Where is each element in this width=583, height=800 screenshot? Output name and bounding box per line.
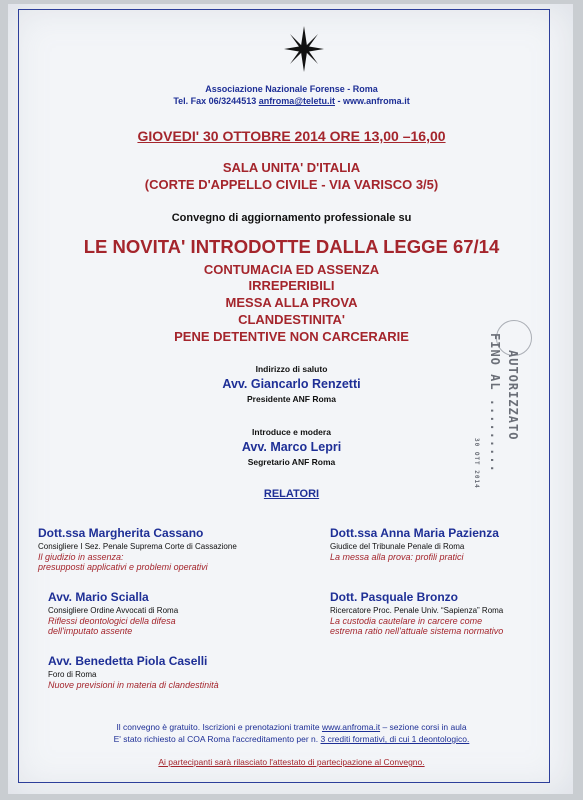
- stamp-authorized: AUTORIZZATO: [506, 350, 520, 441]
- venue-address: (CORTE D'APPELLO CIVILE - VIA VARISCO 3/5): [144, 177, 439, 192]
- footer-accreditation: [0, 734, 583, 744]
- speaker-topic-cont: dell'imputato assente: [48, 626, 133, 636]
- topic-item: CLANDESTINITA': [238, 312, 345, 327]
- greeting-name: Avv. Giancarlo Renzetti: [222, 377, 361, 391]
- stamp-date: 30 OTT 2014: [473, 438, 480, 489]
- speaker-topic: La custodia cautelare in carcere come: [330, 616, 483, 626]
- contact-email-link[interactable]: anfroma@teletu.it: [258, 96, 336, 106]
- speaker-name: Avv. Mario Scialla: [48, 590, 149, 604]
- footer-credits: 3 crediti formativi, di cui 1 deontologico.: [320, 734, 470, 744]
- speaker-name: Dott. Pasquale Bronzo: [330, 590, 459, 604]
- conference-intro: Convegno di aggiornamento professionale su: [171, 212, 412, 224]
- speaker-name: Dott.ssa Anna Maria Pazienza: [330, 526, 499, 540]
- speaker-topic: Nuove previsioni in materia di clandestinità: [48, 680, 219, 690]
- speaker-role: Foro di Roma: [48, 670, 97, 679]
- speaker-role: Consigliere Ordine Avvocati di Roma: [48, 606, 179, 615]
- contact-line: [0, 96, 583, 106]
- greeting-role: Presidente ANF Roma: [247, 394, 336, 404]
- stamp-valid-until: FINO AL .........: [488, 333, 502, 473]
- speaker-topic-cont: estrema ratio nell'attuale sistema normativo: [330, 626, 504, 636]
- venue-name: SALA UNITA' D'ITALIA: [222, 160, 361, 175]
- greeting-label: Indirizzo di saluto: [255, 364, 328, 374]
- moderator-role: Segretario ANF Roma: [247, 457, 336, 467]
- footer-website-link[interactable]: www.anfroma.it: [321, 722, 381, 732]
- speaker-card: [48, 654, 318, 690]
- speaker-topic: Il giudizio in assenza:: [38, 552, 124, 562]
- contact-website: - www.anfroma.it: [335, 96, 410, 106]
- speaker-role: Ricercatore Proc. Penale Univ. “Sapienza” Roma: [330, 606, 504, 615]
- contact-phone: Tel. Fax 06/3244513: [173, 96, 259, 106]
- association-name: Associazione Nazionale Forense - Roma: [205, 84, 378, 94]
- topic-item: CONTUMACIA ED ASSENZA: [203, 262, 380, 277]
- speaker-card: [330, 526, 560, 562]
- moderator-label: Introduce e modera: [252, 427, 331, 437]
- speaker-topic: Riflessi deontologici della difesa: [48, 616, 176, 626]
- topic-item: MESSA ALLA PROVA: [225, 295, 358, 310]
- speaker-card: [48, 590, 308, 636]
- topic-item: IRREPERIBILI: [248, 278, 335, 293]
- speaker-card: [38, 526, 308, 572]
- footer-accreditation-text: E' stato richiesto al COA Roma l'accreditamento per n.: [113, 734, 321, 744]
- topic-item: PENE DETENTIVE NON CARCERARIE: [174, 329, 409, 344]
- footer-registration-suffix: – sezione corsi in aula: [380, 722, 467, 732]
- speaker-name: Dott.ssa Margherita Cassano: [38, 526, 204, 540]
- speaker-role: Consigliere I Sez. Penale Suprema Corte di Cassazione: [38, 542, 237, 551]
- moderator-name: Avv. Marco Lepri: [241, 440, 342, 454]
- speakers-heading: RELATORI: [263, 488, 320, 500]
- footer-registration: [0, 722, 583, 732]
- speaker-card: [330, 590, 560, 636]
- footer-certificate-note: Ai partecipanti sarà rilasciato l'attestato di partecipazione al Convegno.: [158, 757, 425, 767]
- compass-star-logo: [282, 24, 326, 74]
- speaker-topic: La messa alla prova: profili pratici: [330, 552, 464, 562]
- speaker-topic-cont: presupposti applicativi e problemi operativi: [38, 562, 208, 572]
- speaker-name: Avv. Benedetta Piola Caselli: [48, 654, 208, 668]
- footer-registration-text: Il convegno è gratuito. Iscrizioni e prenotazioni tramite: [116, 722, 322, 732]
- conference-title: LE NOVITA' INTRODOTTE DALLA LEGGE 67/14: [83, 236, 500, 257]
- speaker-role: Giudice del Tribunale Penale di Roma: [330, 542, 465, 551]
- event-date-time: GIOVEDI' 30 OTTOBRE 2014 ORE 13,00 –16,00: [137, 128, 446, 144]
